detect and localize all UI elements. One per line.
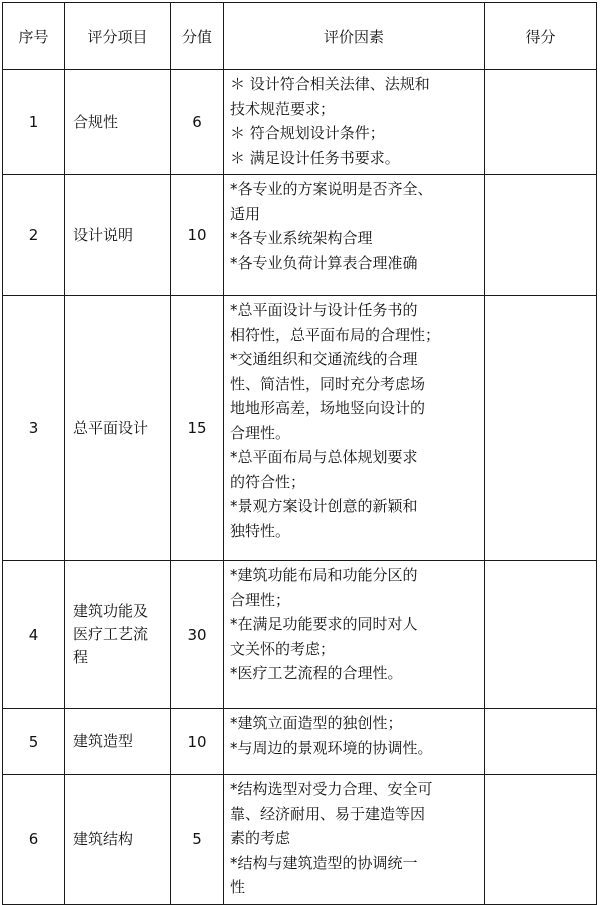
factor-line: *总平面设计与设计任务书的 [230,301,418,319]
header-row [3,3,597,70]
cell-got[interactable] [485,709,597,775]
header-score: 分值 [171,3,224,70]
factor-line: *建筑立面造型的独创性； [230,714,403,732]
cell-got[interactable] [485,561,597,709]
table-row [3,775,597,905]
cell-got[interactable] [485,775,597,905]
cell-got[interactable] [485,175,597,296]
table-row [3,175,597,296]
cell-score: 30 [171,561,224,709]
table-row [3,709,597,775]
cell-score: 10 [171,175,224,296]
table-row [3,561,597,709]
factor-line: ＊ 设计符合相关法律、法规和 [230,75,430,93]
table-row [3,70,597,175]
cell-factors [224,775,485,905]
factor-line: *交通组织和交通流线的合理 [230,350,418,368]
factor-line: 性 [230,878,246,896]
cell-factors [224,561,485,709]
cell-factors [224,175,485,296]
item-line: 医疗工艺流 [73,625,149,643]
cell-seq: 3 [3,296,65,561]
cell-item: 设计说明 [65,175,171,296]
cell-item: 建筑造型 [65,709,171,775]
cell-score: 10 [171,709,224,775]
factor-line: *医疗工艺流程的合理性。 [230,664,403,682]
cell-item [65,561,171,709]
factor-line: *建筑功能布局和功能分区的 [230,566,418,584]
factor-line: 文关怀的考虑； [230,639,336,658]
cell-score: 15 [171,296,224,561]
cell-factors [224,709,485,775]
factor-line: 适用 [230,204,261,223]
cell-score: 5 [171,775,224,905]
factor-line: 的符合性； [230,472,306,491]
cell-seq: 5 [3,709,65,775]
factor-line: *结构与建筑造型的协调统一 [230,853,418,872]
item-line: 程 [73,648,89,666]
factor-line: *与周边的景观环境的协调性。 [230,738,433,757]
cell-item: 合规性 [65,70,171,175]
factor-line: 合理性； [230,590,291,609]
cell-score: 6 [171,70,224,175]
factor-line: *在满足功能要求的同时对人 [230,615,418,633]
factor-line: *景观方案设计创意的新颖和 [230,497,418,515]
factor-line: 技术规范要求； [230,99,336,118]
factor-line: 相符性，总平面布局的合理性； [230,325,441,344]
cell-seq: 6 [3,775,65,905]
cell-got[interactable] [485,296,597,561]
table-row [3,296,597,561]
factor-line: *各专业负荷计算表合理准确 [230,253,418,272]
factor-line: 独特性。 [230,521,291,540]
cell-seq: 1 [3,70,65,175]
factor-line: *各专业系统架构合理 [230,229,373,247]
factor-line: *总平面布局与总体规划要求 [230,448,418,466]
factor-line: *结构选型对受力合理、安全可 [230,780,433,798]
header-factors: 评价因素 [224,3,485,70]
cell-seq: 2 [3,175,65,296]
item-line: 建筑功能及 [73,602,149,620]
factor-line: 性、简洁性，同时充分考虑场 [230,374,426,393]
cell-factors [224,70,485,175]
header-item: 评分项目 [65,3,171,70]
factor-line: ＊ 满足设计任务书要求。 [230,148,400,167]
factor-line: ＊ 符合规划设计条件； [230,124,385,142]
factor-line: 靠、经济耐用、易于建造等因 [230,804,426,823]
cell-item: 建筑结构 [65,775,171,905]
factor-line: 素的考虑 [230,829,291,847]
factor-line: *各专业的方案说明是否齐全、 [230,180,433,198]
factor-line: 地地形高差，场地竖向设计的 [230,399,426,417]
header-seq: 序号 [3,3,65,70]
cell-factors [224,296,485,561]
scoring-table [2,2,597,905]
cell-got[interactable] [485,70,597,175]
header-got: 得分 [485,3,597,70]
cell-item: 总平面设计 [65,296,171,561]
factor-line: 合理性。 [230,423,291,442]
cell-seq: 4 [3,561,65,709]
